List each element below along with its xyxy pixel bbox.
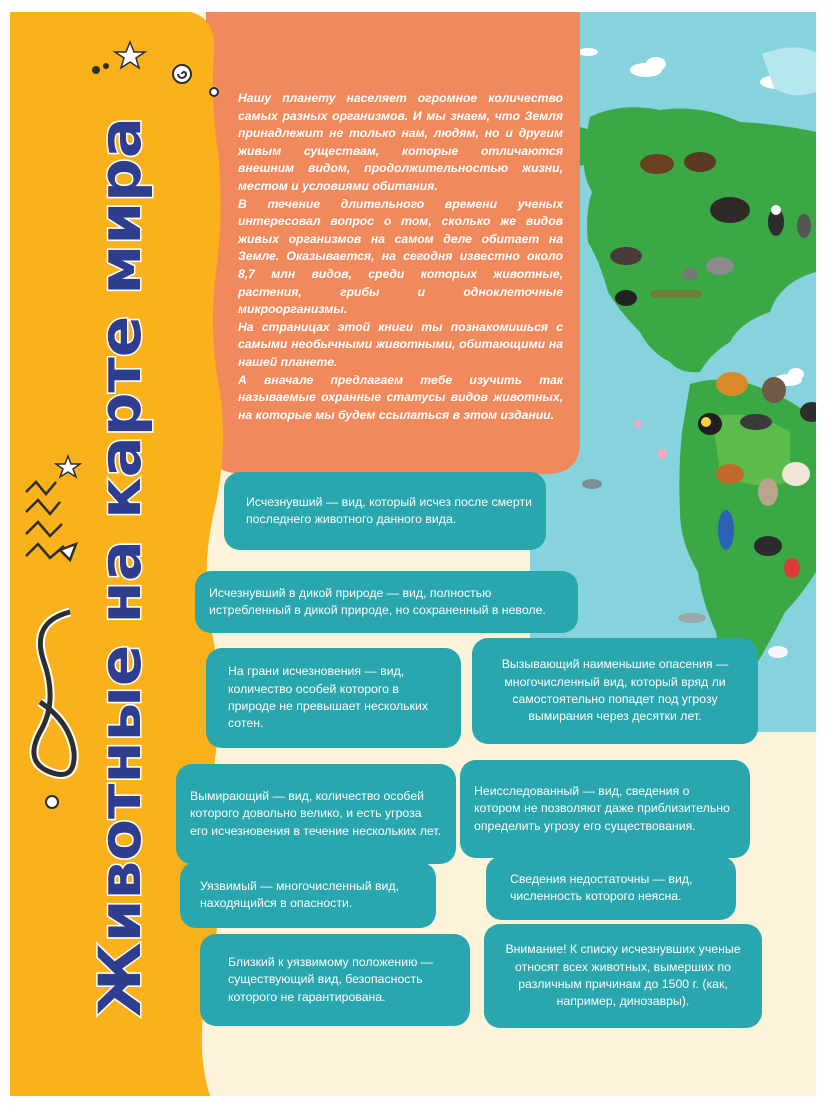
intro-paragraph: Нашу планету населяет огромное количество самых разных организмов. И мы знаем, что Земля принадлежит не только нам, людям, но и другим живым существам, которые отличаются внешним видом, продолжительностью жизни, местом и условиями обитания.: [238, 91, 563, 193]
status-not-evaluated: [460, 760, 750, 858]
swirl-icon: [93, 64, 218, 96]
status-text: Исчезнувший — вид, который исчез после смерти последнего животного данного вида.: [246, 494, 532, 526]
status-text: Неисследованный — вид, сведения о котором не позволяют даже приблизительно определить угрозу его существования.: [474, 783, 730, 833]
status-text: Исчезнувший в дикой природе — вид, полностью истребленный в дикой природе, но сохраненный в неволе.: [209, 585, 546, 617]
status-text: Вымирающий — вид, количество особей которого довольно велико, и есть угроза его исчезновения в течение нескольких лет.: [190, 788, 441, 838]
intro-paragraph: На страницах этой книги ты познакомишься с самыми необычными животными, обитающими на нашей планете.: [238, 319, 563, 369]
treble-clef-doodle-icon: [34, 612, 74, 808]
intro-paragraph: А вначале предлагаем тебе изучить так называемые охранные статусы видов животных, на которые мы будем ссылаться в этом издании.: [238, 372, 563, 422]
book-page: [10, 12, 816, 1096]
zigzag-doodle-icon: [26, 482, 76, 560]
status-text: Близкий к уязвимому положению — существующий вид, безопасность которого не гарантирована.: [228, 954, 434, 1004]
vertical-title: [10, 12, 230, 1096]
attention-note: [484, 924, 762, 1028]
status-text: Сведения недостаточны — вид, численность которого неясна.: [510, 871, 693, 903]
status-data-deficient: [486, 856, 736, 920]
status-vulnerable: [180, 862, 436, 928]
status-endangered: [176, 764, 456, 864]
status-text: На грани исчезновения — вид, количество особей которого в природе не превышает нескольких сотен.: [228, 664, 428, 731]
status-least-concern: [472, 638, 758, 744]
status-text: Уязвимый — многочисленный вид, находящийся в опасности.: [200, 878, 399, 910]
status-critically-endangered: [206, 648, 461, 748]
status-extinct-in-wild: [195, 571, 578, 633]
star-icon: [56, 456, 80, 477]
intro-paragraph: В течение длительного времени ученых интересовал вопрос о том, сколько же видов живых организмов на самом деле обитает на Земле. Оказывается, на сегодня известно около 8,7 млн видов, среди которых животные, растения, грибы и одноклеточные микроорганизмы.: [238, 196, 563, 317]
page-title: Животные на карте мира: [86, 161, 154, 1017]
status-extinct: [224, 472, 546, 550]
status-text: Вызывающий наименьшие опасения — многочисленный вид, который вряд ли самостоятельно попадет под угрозу вымирания через десятки лет.: [501, 657, 729, 724]
status-text: Внимание! К списку исчезнувших ученые относят всех животных, вымерших по различным причинам до 1500 г. (как, например, динозавры).: [505, 942, 741, 1009]
status-near-threatened: [200, 934, 470, 1026]
intro-text: [238, 90, 563, 424]
star-icon: [115, 42, 145, 68]
